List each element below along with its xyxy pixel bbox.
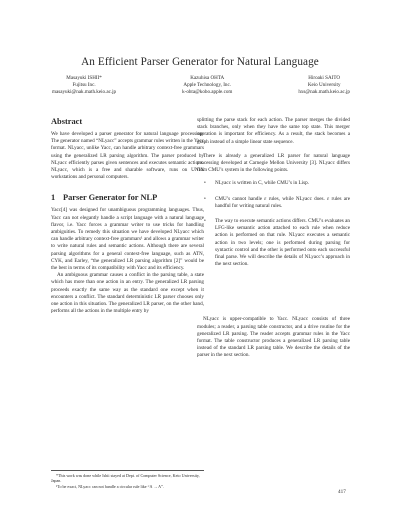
- body-paragraph: splitting the parse stack for each action. The parser merges the divided stack branches, only when they have the same top state. This merger operation is important for efficiency. As a result, the stack becomes a graph instead of a simple linear state sequence.: [197, 117, 350, 145]
- section-paragraph: Yacc[4] was designed for unambiguous programming languages. Thus, Yacc can not elegantly handle a script language with a natural language flavor, i.e. Yacc forces a grammar writer to use tricks for handling ambiguities. To remedy this situation we have developed NLyacc which can handle arbitrary context-free grammars¹ and allows a grammar writer to write natural rules and semantic actions. Although there are several parsing algorithms for a general context-free language, such as ATN, CYK, and Earley, “the generalized LR parsing algorithm [2]” would be the best in terms of its compatibility with Yacc and its efficiency.: [51, 207, 204, 272]
- list-item: • CMU’s cannot handle ε rules, while NLyacc does. ε rules are handful for writing natural rules.: [215, 196, 350, 210]
- author-name: Masayuki ISHII*: [66, 75, 102, 81]
- author-affiliation: Fujitsu Inc.: [72, 82, 96, 89]
- abstract-text: We have developed a parser generator for natural language processing. The generator named “NLyacc” accepts grammar rules written in the Yacc format. NLyacc, unlike Yacc, can handle arbitrary context-free grammars using the generalized LR parsing algorithm. The parser produced by NLyacc efficiently parses given sentences and executes semantic actions. NLyacc, which is a free and sharable software, runs on UNIX workstations and personal computers.: [51, 131, 204, 181]
- author-affiliation: Apple Technology, Inc.: [183, 82, 232, 89]
- column-gap: [197, 276, 350, 316]
- author-email: hxs@nak.math.keio.ac.jp: [298, 89, 350, 96]
- paper-title: An Efficient Parser Generator for Natural Language: [81, 56, 319, 68]
- author-block: [52, 75, 350, 96]
- author-2: [182, 75, 232, 96]
- footnote: ¹To be exact, NLyacc can not handle a circular rule like “A → A”.: [56, 483, 164, 489]
- abstract-heading: Abstract: [51, 117, 83, 126]
- footnote: *This work was done while Ishii stayed at Dept. of Computer Science, Keio University, Japan.: [51, 473, 200, 484]
- body-paragraph: NLyacc is upper-compatible to Yacc. NLyacc consists of three modules; a reader, a parsing table constructor, and a drive routine for the generalized LR parsing. The reader accepts grammar rules in the Yacc format. The table constructor produces a generalized LR parsing table instead of the standard LR parsing table. We describe the details of the parser in the next section.: [197, 316, 350, 359]
- author-name: Hiroaki SAITO: [308, 75, 341, 81]
- list-item: • NLyacc is written in C, while CMU’s in Lisp.: [215, 180, 350, 187]
- left-column: [51, 117, 204, 315]
- author-name: Kazuhisa OHTA: [190, 75, 225, 81]
- section-paragraph: An ambiguous grammar causes a conflict in the parsing table, a state which has more than one action in an entry. The generalized LR parsing proceeds exactly the same way as the standard one except when it encounters a conflict. The standard deterministic LR parser chooses only one action in this situation. The generalized LR parser, on the other hand, performs all the actions in the multiple entry by: [51, 272, 204, 315]
- author-affiliation: Keio University: [307, 82, 341, 89]
- author-email: masayuki@nak.math.keio.ac.jp: [52, 89, 117, 96]
- section-title: Parser Generator for NLP: [63, 193, 158, 203]
- body-paragraph: There is already a generalized LR parser for natural language processing developed at Carnegie Mellon University [3]. NLyacc differs from CMU’s system in the following points.: [197, 152, 350, 174]
- right-column: [197, 117, 350, 360]
- section-number: 1: [51, 193, 56, 203]
- section-heading: [51, 193, 204, 202]
- list-item: • The way to execute semantic actions differs. CMU’s evaluates an LFG-like semantic action attached to each rule when reduce action is performed on that rule. NLyacc executes a semantic action in two levels; one is performed during parsing for syntactic control and the other is performed onto each successful final parse. We will describe the details of NLyacc’s approach in the next section.: [215, 218, 350, 268]
- comparison-list: [197, 180, 350, 268]
- author-1: [52, 75, 116, 96]
- author-3: [298, 75, 350, 96]
- author-email: k-ohta@kobo.apple.com: [182, 89, 233, 96]
- footnotes: [51, 470, 204, 489]
- page-number: 417: [338, 489, 346, 495]
